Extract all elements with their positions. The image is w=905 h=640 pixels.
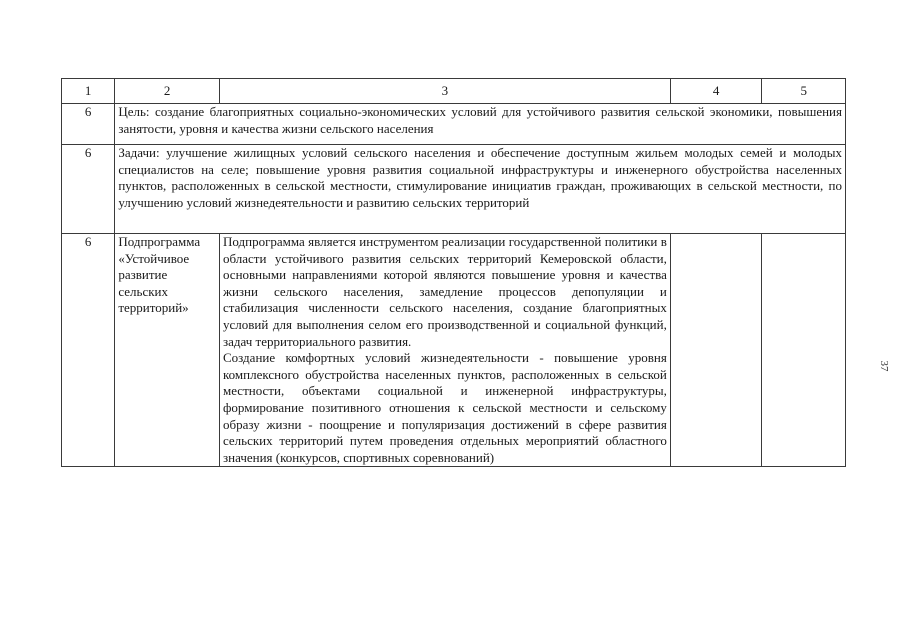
subprogram-description-paragraph-1: Подпрограмма является инструментом реализации государственной политики в области устойчивого развития сельских территорий Кемеровской области, основными направлениями которой являются повышение уровня и качества жизни сельского населения, замедление процессов депопуляции и стабилизация численности сельского населения, создание благоприятных условий для выполнения селом его производственной и социальной функций, задач территориального развития. xyxy=(222,234,667,349)
subprogram-col5-cell xyxy=(762,234,846,467)
subprogram-col4-cell xyxy=(670,234,762,467)
tasks-text: Задачи: улучшение жилищных условий сельского населения и обеспечение доступным жильем молодых семей и молодых специалистов на селе; повышение уровня развития социальной инфраструктуры и инженерного обустройства населенных пунктов, расположенных в сельской местности, стимулирование инициатив граждан, проживающих в сельской местности, по улучшению условий жизнедеятельности и развитию сельских территорий xyxy=(115,145,846,234)
tasks-row-number: 6 xyxy=(62,145,115,234)
header-row xyxy=(62,79,846,104)
goal-row-number: 6 xyxy=(62,104,115,145)
program-table xyxy=(61,78,846,467)
header-cell-4: 4 xyxy=(670,79,762,104)
header-cell-2: 2 xyxy=(115,79,220,104)
header-cell-1: 1 xyxy=(62,79,115,104)
subprogram-row-number: 6 xyxy=(62,234,115,467)
header-cell-3: 3 xyxy=(219,79,670,104)
subprogram-name: Подпрограмма «Устойчивое развитие сельских территорий» xyxy=(115,234,220,467)
subprogram-row xyxy=(62,234,846,467)
subprogram-description xyxy=(219,234,670,467)
subprogram-description-paragraph-2: Создание комфортных условий жизнедеятельности - повышение уровня комплексного обустройства населенных пунктов, расположенных в сельской местности, объектами социальной и инженерной инфраструктуры, формирование позитивного отношения к сельской местности и сельскому образу жизни - поощрение и популяризация достижений в сфере развития сельских территорий путем проведения отдельных мероприятий областного значения (конкурсов, спортивных соревнований) xyxy=(222,350,667,465)
goal-text: Цель: создание благоприятных социально-экономических условий для устойчивого развития сельской экономики, повышения занятости, уровня и качества жизни сельского населения xyxy=(115,104,846,145)
tasks-row xyxy=(62,145,846,234)
goal-row xyxy=(62,104,846,145)
page-number: 37 xyxy=(878,360,890,372)
header-cell-5: 5 xyxy=(762,79,846,104)
